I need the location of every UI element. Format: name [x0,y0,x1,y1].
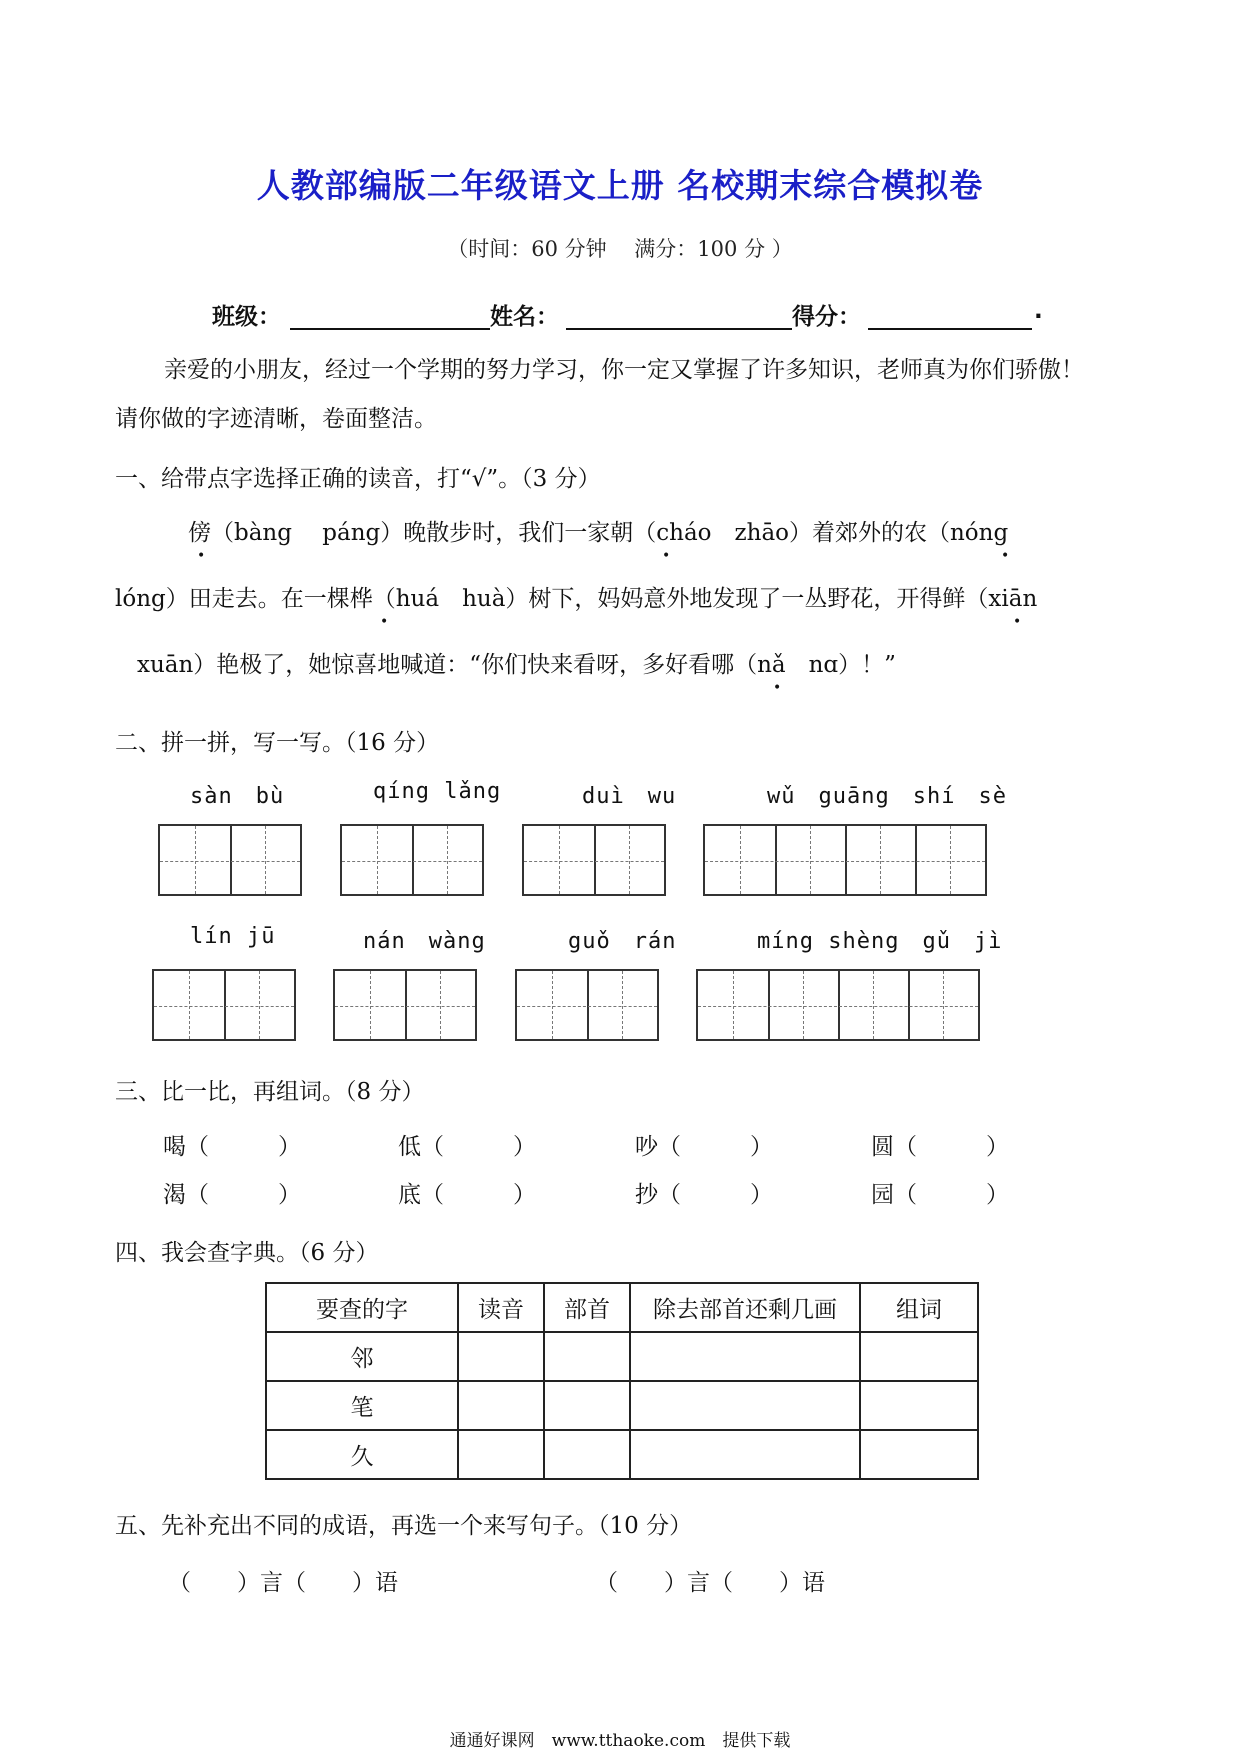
section-4-heading: 四、我会查字典。（6 分） [115,1240,379,1266]
pinyin-label: duì wu [582,784,677,809]
class-blank[interactable] [290,328,490,330]
section-5-heading: 五、先补充出不同的成语，再选一个来写句子。（10 分） [115,1513,693,1539]
section-3-heading: 三、比一比，再组词。（8 分） [115,1079,425,1105]
page-footer: 通通好课网 www.tthaoke.com 提供下载 [449,1731,791,1751]
emphasis-dot: • [1013,614,1022,630]
table-cell-blank[interactable] [630,1430,860,1479]
idiom-item: （ ）言（ ）语 [595,1570,825,1596]
table-cell-blank[interactable] [860,1332,978,1381]
table-cell-blank[interactable] [860,1430,978,1479]
emphasis-dot: • [662,548,671,564]
table-header-row [266,1283,978,1332]
section-1-line-3: xuān）艳极了，她惊喜地喊道：“你们快来看呀，多好看哪（nǎ nɑ）！” [137,652,896,678]
table-header: 组词 [860,1283,978,1332]
writing-grid[interactable] [522,824,666,896]
compare-item: 圆（ ） [871,1134,1009,1160]
emphasis-dot: • [1001,548,1010,564]
compare-item: 吵（ ） [635,1134,773,1160]
writing-grid[interactable] [696,969,980,1041]
name-label: 姓名： [490,304,559,330]
table-header: 要查的字 [266,1283,458,1332]
writing-grid[interactable] [152,969,296,1041]
section-1-line-2: lóng）田走去。在一棵桦（huá huà）树下，妈妈意外地发现了一丛野花，开得鲜（xiān [115,586,1038,612]
class-label: 班级： [212,304,281,330]
table-row [266,1430,978,1479]
writing-grid[interactable] [515,969,659,1041]
section-1-line-1: 傍（bàng páng）晚散步时，我们一家朝（cháo zhāo）着郊外的农（nóng [188,520,1009,546]
info-end-mark: . [1034,298,1043,324]
pinyin-label: wǔ guāng shí sè [767,784,1007,809]
compare-item: 低（ ） [398,1134,536,1160]
compare-item: 园（ ） [871,1182,1009,1208]
table-header: 读音 [458,1283,544,1332]
writing-grid[interactable] [333,969,477,1041]
writing-grid[interactable] [158,824,302,896]
writing-grid[interactable] [703,824,987,896]
table-cell-blank[interactable] [860,1381,978,1430]
emphasis-dot: • [773,680,782,696]
table-row [266,1332,978,1381]
page-title: 人教部编版二年级语文上册 名校期末综合模拟卷 [256,166,984,205]
compare-item: 喝（ ） [163,1134,301,1160]
compare-item: 底（ ） [398,1182,536,1208]
idiom-item: （ ）言（ ）语 [168,1570,398,1596]
score-label: 得分： [792,304,861,330]
table-cell-blank[interactable] [544,1430,630,1479]
pinyin-label: qíng lǎng [373,779,502,804]
table-cell-blank[interactable] [458,1332,544,1381]
compare-item: 渴（ ） [163,1182,301,1208]
pinyin-label: lín jū [190,924,276,949]
table-cell-blank[interactable] [544,1332,630,1381]
compare-item: 抄（ ） [635,1182,773,1208]
table-cell-blank[interactable] [544,1381,630,1430]
pinyin-label: guǒ rán [568,929,677,954]
table-row [266,1381,978,1430]
table-cell-char: 邻 [266,1332,458,1381]
dictionary-table [265,1282,979,1480]
name-blank[interactable] [566,328,792,330]
table-cell-char: 久 [266,1430,458,1479]
section-2-heading: 二、拼一拼，写一写。（16 分） [115,730,440,756]
table-cell-char: 笔 [266,1381,458,1430]
score-blank[interactable] [868,328,1032,330]
exam-subtitle: （时间：60 分钟 满分：100 分 ） [447,237,793,261]
section-1-heading: 一、给带点字选择正确的读音，打“√”。（3 分） [115,466,601,492]
pinyin-label: sàn bù [190,784,285,809]
table-header: 部首 [544,1283,630,1332]
table-cell-blank[interactable] [630,1332,860,1381]
pinyin-label: míng shèng gǔ jì [757,929,1003,954]
writing-grid[interactable] [340,824,484,896]
table-cell-blank[interactable] [458,1430,544,1479]
intro-line-2: 请你做的字迹清晰，卷面整洁。 [115,406,437,432]
table-cell-blank[interactable] [630,1381,860,1430]
table-cell-blank[interactable] [458,1381,544,1430]
emphasis-dot: • [197,548,206,564]
pinyin-label: nán wàng [363,929,486,954]
intro-line-1: 亲爱的小朋友，经过一个学期的努力学习，你一定又掌握了许多知识，老师真为你们骄傲！ [164,357,1084,383]
emphasis-dot: • [380,614,389,630]
table-header: 除去部首还剩几画 [630,1283,860,1332]
